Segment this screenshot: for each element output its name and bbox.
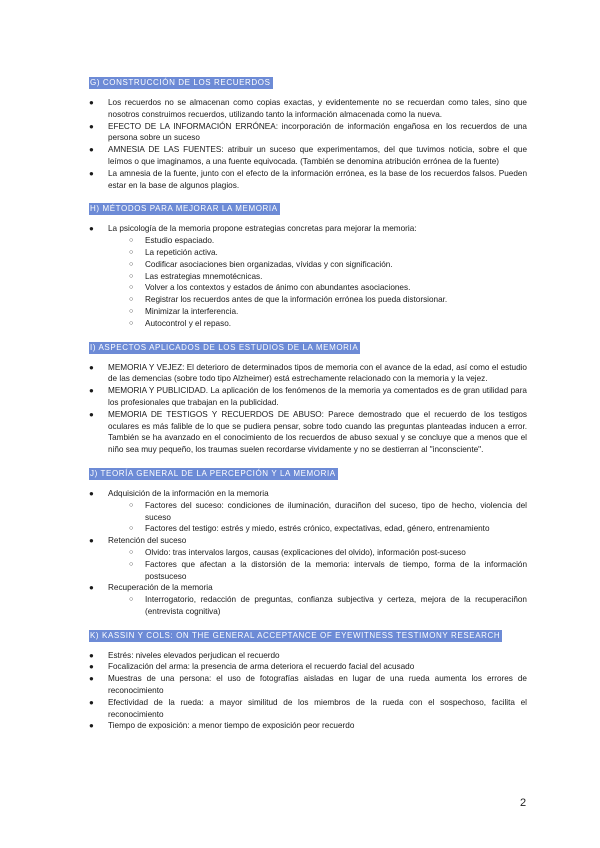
bullet-icon: ●	[89, 662, 94, 672]
list-item	[89, 223, 527, 329]
hollow-bullet-icon: ○	[129, 319, 134, 327]
hollow-bullet-icon: ○	[129, 272, 134, 280]
section-heading: G) CONSTRUCCIÓN DE LOS RECUERDOS	[90, 78, 271, 87]
hollow-bullet-icon: ○	[129, 296, 134, 304]
sub-list-item	[108, 500, 527, 524]
list-item	[89, 97, 527, 121]
bullet-list	[89, 97, 527, 191]
list-item	[89, 409, 527, 456]
sub-list-item-text: Olvido: tras intervalos largos, causas (explicaciones del olvido), información post-suceso	[145, 547, 466, 557]
bullet-icon: ●	[89, 583, 94, 593]
bullet-list	[89, 488, 527, 618]
sub-list-item	[108, 318, 527, 330]
hollow-bullet-icon: ○	[129, 525, 134, 533]
section	[89, 625, 527, 733]
sub-list-item-text: Codificar asociaciones bien organizadas, vívidas y con significación.	[145, 259, 393, 269]
sub-list-item-text: Factores del suceso: condiciones de iluminación, duraciñon del suceso, tipo de hecho, violencia del suceso	[145, 500, 527, 522]
bullet-icon: ●	[89, 488, 94, 498]
list-item	[89, 720, 527, 732]
bullet-icon: ●	[89, 386, 94, 396]
sub-list-item	[108, 259, 527, 271]
sub-list	[108, 594, 527, 618]
list-item	[89, 144, 527, 168]
list-item	[89, 535, 527, 582]
sub-list-item-text: Las estrategias mnemotécnicas.	[145, 271, 263, 281]
list-item	[89, 582, 527, 617]
list-item	[89, 362, 527, 386]
list-item-text: Efectividad de la rueda: a mayor similitud de los miembros de la rueda con el sospechoso, facilita el reconocimiento	[108, 697, 527, 719]
page-number: 2	[520, 797, 527, 809]
sub-list-item	[108, 235, 527, 247]
sub-list-item	[108, 282, 527, 294]
section-heading: I) ASPECTOS APLICADOS DE LOS ESTUDIOS DE LA MEMORIA	[90, 342, 359, 352]
list-item-text: AMNESIA DE LAS FUENTES: atribuir un suceso que experimentamos, del que tuvimos noticia, sobre el que leímos o que imaginamos, a una fuente equivocada. (También se denomina atribución errónea de la fuente)	[108, 145, 527, 166]
list-item-text: Recuperación de la memoria	[108, 583, 213, 593]
list-item-text: Los recuerdos no se almacenan como copias exactas, y evidentemente no se recuerdan como tales, sino que nosotros construimos recuerdos, utilizando tanto la información almacenada como la nueva.	[108, 98, 527, 119]
sub-list-item-text: Autocontrol y el repaso.	[145, 318, 232, 328]
sub-list-item	[108, 559, 527, 583]
list-item-text: La amnesia de la fuente, junto con el efecto de la información errónea, es la base de los recuerdos falsos. Pueden estar en la base de algunos plagios.	[108, 168, 527, 190]
sub-list-item-text: La repetición activa.	[145, 247, 218, 257]
hollow-bullet-icon: ○	[129, 284, 134, 292]
bullet-icon: ●	[89, 362, 94, 372]
sub-list	[108, 235, 527, 329]
sub-list-item-text: Estudio espaciado.	[145, 236, 215, 246]
list-item-text: MEMORIA DE TESTIGOS Y RECUERDOS DE ABUSO: Parece demostrado que el recuerdo de los testigos oculares es más falible de lo que se pudiera pensar, sobre todo cuando las preguntas planteadas inducen a error. También se ha avanzado en el conocimiento de los recuerdos de abuso sexual y se concluye que a menos que el niño sea muy pequeño, los traumas suelen recordarse vividamente y no se destierran al "inconsciente".	[108, 409, 527, 455]
section	[89, 198, 527, 329]
list-item-text: Focalización del arma: la presencia de arma deteriora el recuerdo facial del acusado	[108, 662, 415, 672]
sub-list-item-text: Minimizar la interferencia.	[145, 306, 239, 316]
bullet-icon: ●	[89, 409, 94, 419]
sub-list	[108, 547, 527, 582]
list-item-text: EFECTO DE LA INFORMACIÓN ERRÓNEA: incorporación de información engañosa en los recuerdos de una persona sobre un suceso	[108, 121, 527, 143]
hollow-bullet-icon: ○	[129, 560, 134, 568]
list-item-text: MEMORIA Y VEJEZ: El deterioro de determinados tipos de memoria con el avance de la edad, así como el estudio de las demencias (sobre todo tipo Alzheimer) está estrechamente relacionado con la memoria y la vejez.	[108, 362, 527, 384]
sub-list	[108, 500, 527, 535]
hollow-bullet-icon: ○	[129, 307, 134, 315]
bullet-icon: ●	[89, 168, 94, 178]
hollow-bullet-icon: ○	[129, 501, 134, 509]
document-page	[89, 72, 527, 739]
sub-list-item	[108, 271, 527, 283]
list-item-text: Estrés: niveles elevados perjudican el recuerdo	[108, 650, 280, 660]
list-item	[89, 661, 527, 673]
bullet-icon: ●	[89, 121, 94, 131]
section-heading: K) KASSIN Y COLS: ON THE GENERAL ACCEPTANCE OF EYEWITNESS TESTIMONY RESEARCH	[90, 630, 501, 640]
sub-list-item	[108, 523, 527, 535]
list-item	[89, 121, 527, 145]
bullet-icon: ●	[89, 697, 94, 707]
bullet-list	[89, 650, 527, 733]
section	[89, 463, 527, 618]
list-item-text: Adquisición de la información en la memoria	[108, 488, 269, 498]
bullet-icon: ●	[89, 224, 94, 234]
hollow-bullet-icon: ○	[129, 237, 134, 245]
hollow-bullet-icon: ○	[129, 548, 134, 556]
list-item	[89, 168, 527, 192]
sub-list-item-text: Volver a los contextos y estados de ánimo con abundantes asociaciones.	[145, 283, 411, 293]
sub-list-item-text: Factores del testigo: estrés y miedo, estrés crónico, expectativas, edad, género, entrenamiento	[145, 524, 490, 534]
list-item	[89, 697, 527, 721]
section-heading: J) TEORÍA GENERAL DE LA PERCEPCIÓN Y LA MEMORIA	[90, 468, 336, 478]
section	[89, 72, 527, 191]
list-item-text: MEMORIA Y PUBLICIDAD. La aplicación de los fenómenos de la memoria ya comentados es de gran utilidad para los profesionales que trabajan en la publicidad.	[108, 386, 527, 407]
hollow-bullet-icon: ○	[129, 248, 134, 256]
sub-list-item-text: Registrar los recuerdos antes de que la información errónea los pueda distorsionar.	[145, 295, 448, 305]
list-item-text: Muestras de una persona: el uso de fotografías aisladas en lugar de una rueda aumenta los errores de reconocimiento	[108, 674, 527, 696]
list-item-text: Tiempo de exposición: a menor tiempo de exposición peor recuerdo	[108, 721, 355, 731]
bullet-icon: ●	[89, 674, 94, 684]
bullet-icon: ●	[89, 536, 94, 546]
list-item	[89, 385, 527, 409]
bullet-icon: ●	[89, 650, 94, 660]
hollow-bullet-icon: ○	[129, 260, 134, 268]
bullet-list	[89, 362, 527, 456]
list-item-text: Retención del suceso	[108, 536, 187, 546]
sub-list-item	[108, 594, 527, 618]
bullet-icon: ●	[89, 721, 94, 731]
section-heading: H) MÉTODOS PARA MEJORAR LA MEMORIA	[90, 204, 278, 214]
sub-list-item	[108, 306, 527, 318]
bullet-list	[89, 223, 527, 329]
sub-list-item-text: Factores que afectan a la distorsión de la memoria: intervals de tiempo, forma de la información postsuceso	[145, 559, 527, 581]
bullet-icon: ●	[89, 145, 94, 155]
bullet-icon: ●	[89, 98, 94, 107]
hollow-bullet-icon: ○	[129, 596, 134, 604]
sub-list-item	[108, 247, 527, 259]
section	[89, 337, 527, 456]
sub-list-item	[108, 294, 527, 306]
list-item-text: La psicología de la memoria propone estrategias concretas para mejorar la memoria:	[108, 224, 417, 234]
list-item	[89, 488, 527, 535]
list-item	[89, 673, 527, 697]
list-item	[89, 650, 527, 662]
sub-list-item-text: Interrogatorio, redacción de preguntas, confianza subjectiva y certeza, mejora de la recuperaciñon (entrevista cognitiva)	[145, 595, 527, 616]
sub-list-item	[108, 547, 527, 559]
